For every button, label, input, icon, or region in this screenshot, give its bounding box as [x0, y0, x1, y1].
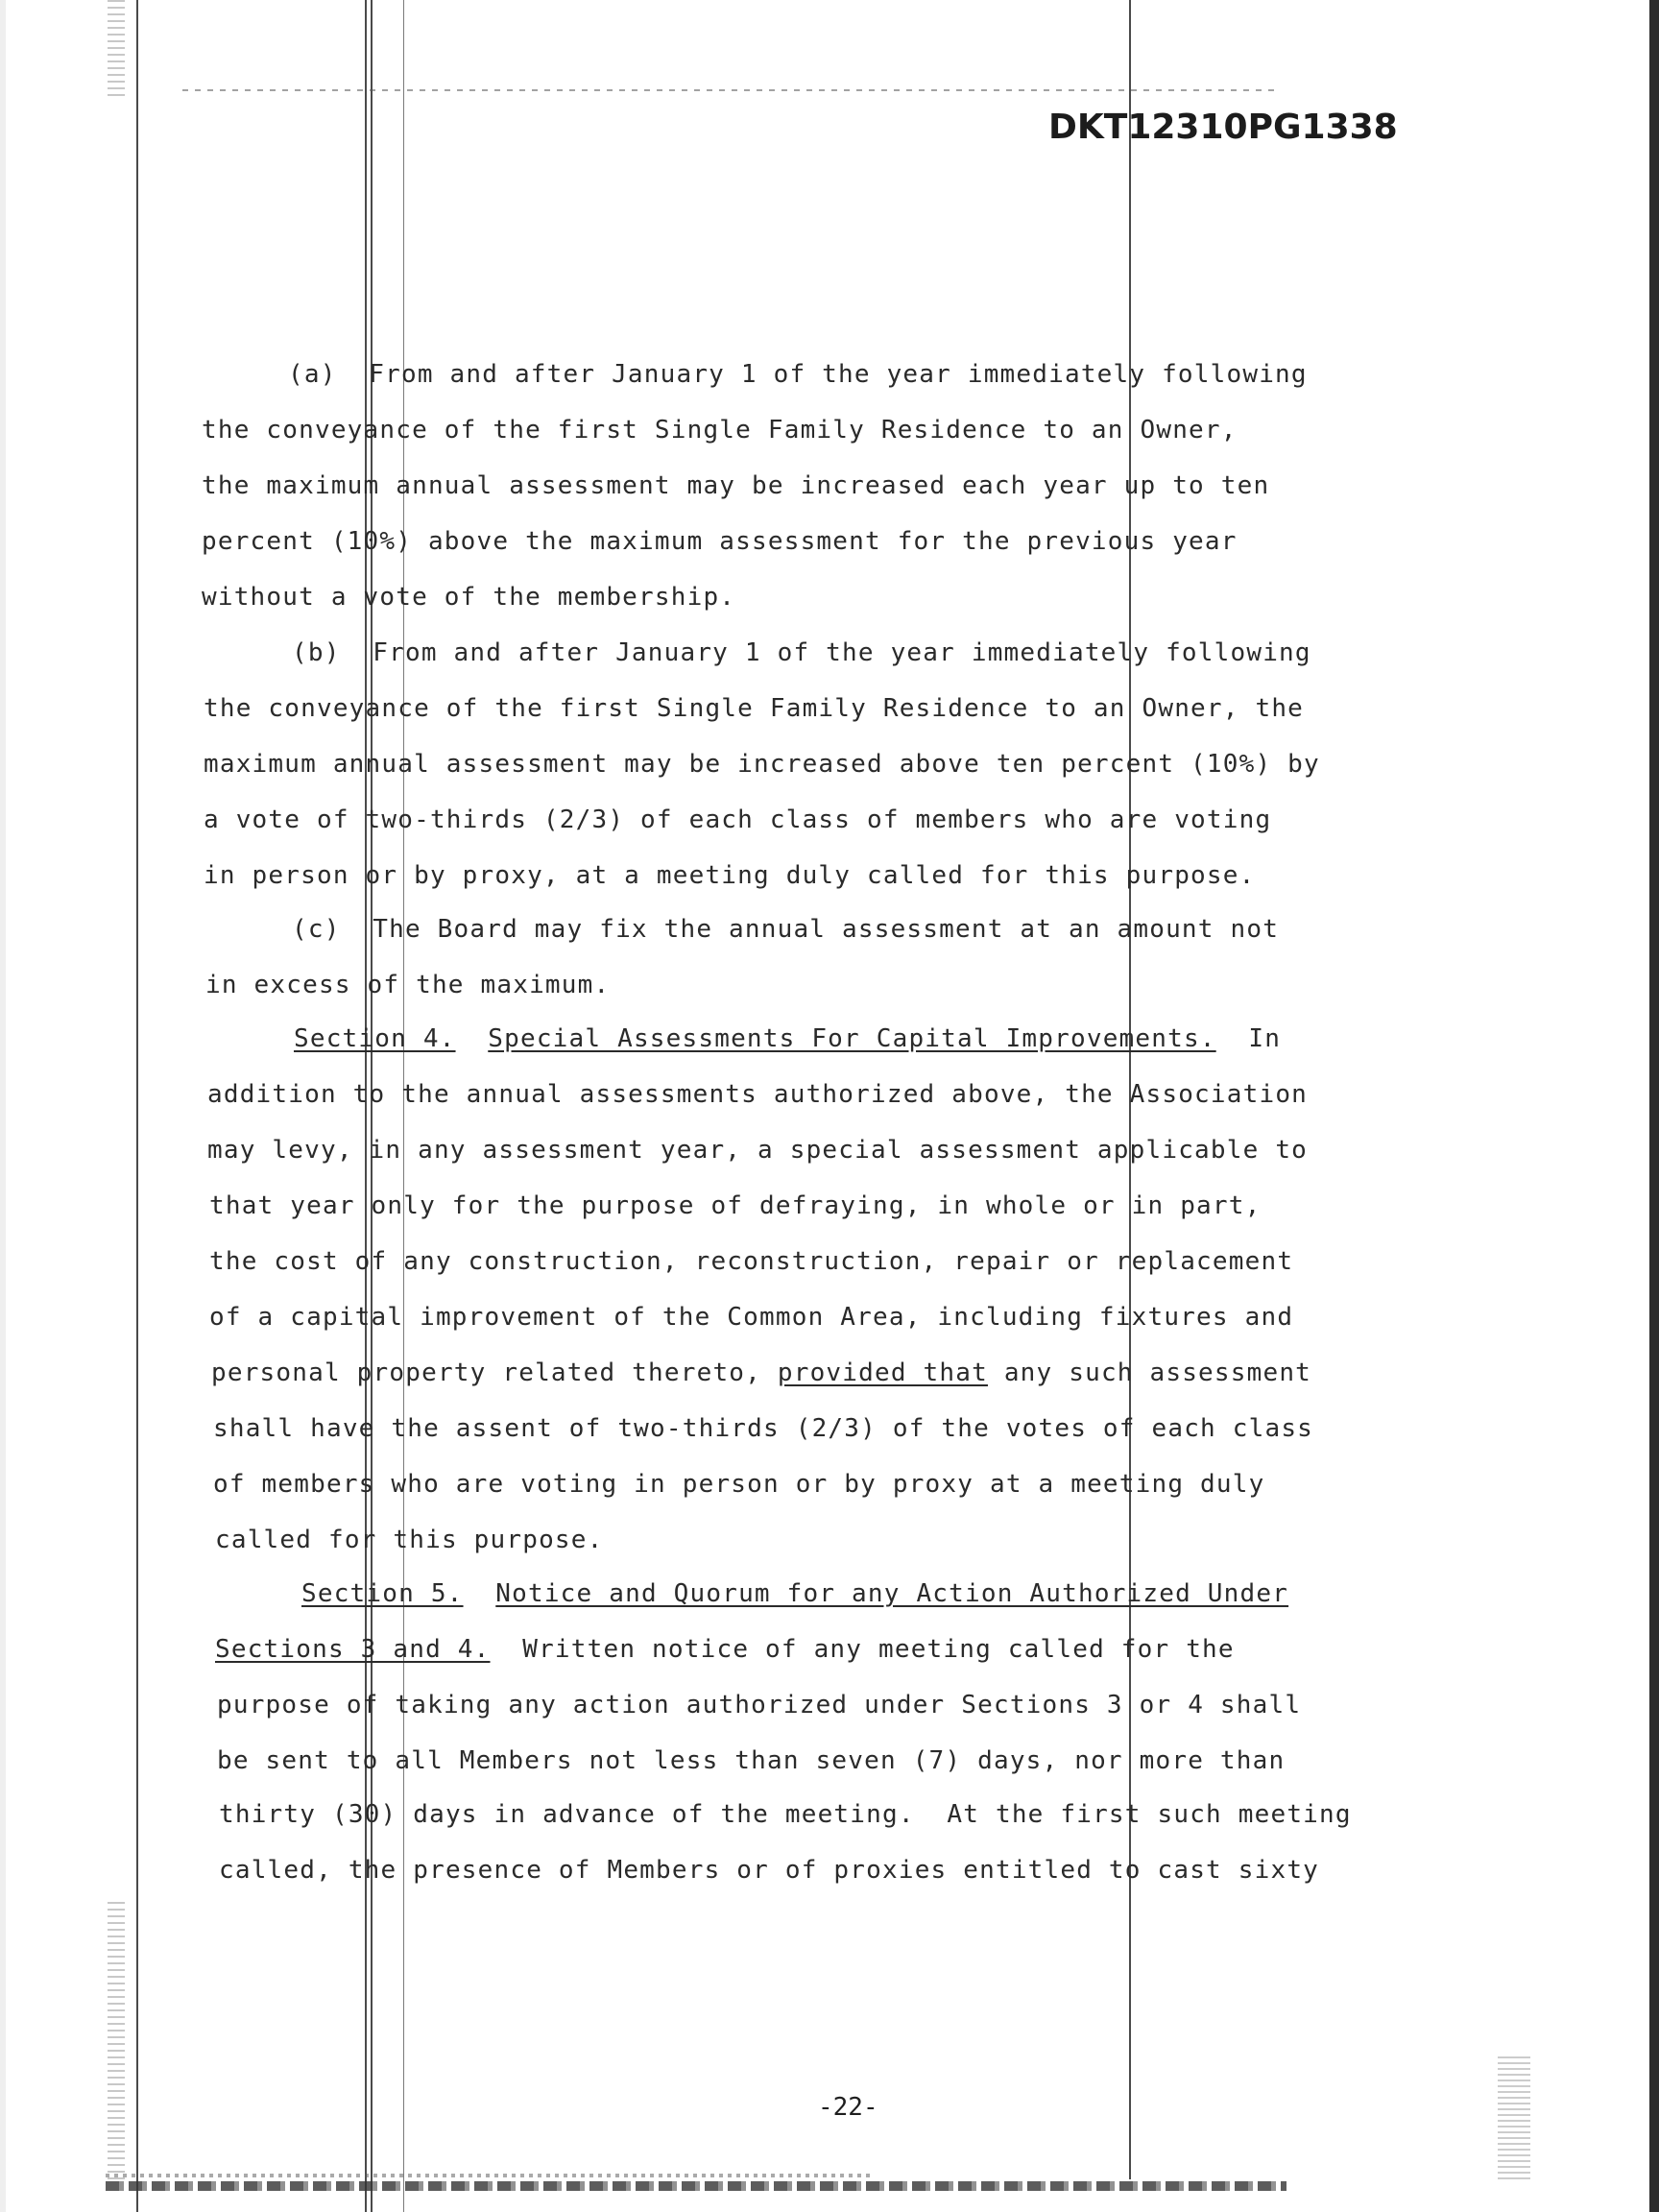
para-a-line: without a vote of the membership. [202, 583, 736, 612]
section-4-label: Section 4. [294, 1024, 456, 1053]
section-4-line: may levy, in any assessment year, a special assessment applicable to [207, 1136, 1309, 1165]
scan-bottom-dots [106, 2174, 874, 2177]
para-b-line: the conveyance of the first Single Family Residence to an Owner, the [204, 694, 1305, 723]
section-5-line: purpose of taking any action authorized under Sections 3 or 4 shall [217, 1691, 1302, 1719]
scan-speckle [108, 0, 125, 96]
section-5-heading-line [301, 1578, 1288, 1609]
section-4-line: addition to the annual assessments authorized above, the Association [207, 1080, 1309, 1109]
para-c-line: (c) The Board may fix the annual assessment at an amount not [292, 915, 1280, 944]
section-4-proviso-line [211, 1358, 1311, 1388]
para-c-line: in excess of the maximum. [205, 971, 611, 999]
docket-stamp: DKT12310PG1338 [1048, 108, 1398, 147]
section-4-heading-line [294, 1023, 1281, 1054]
scan-left-edge [0, 0, 6, 2212]
section-5-line: be sent to all Members not less than seven (7) days, nor more than [217, 1746, 1286, 1775]
section-5-heading-cont: Sections 3 and 4. [215, 1635, 491, 1664]
para-b-line: maximum annual assessment may be increased above ten percent (10%) by [204, 750, 1320, 779]
para-b-line: (b) From and after January 1 of the year immediately following [292, 638, 1311, 667]
para-a-line: the conveyance of the first Single Family Residence to an Owner, [202, 416, 1238, 445]
section-4-line: of a capital improvement of the Common Area, including fixtures and [209, 1303, 1294, 1332]
para-b-line: in person or by proxy, at a meeting duly called for this purpose. [204, 861, 1256, 890]
section-4-line: of members who are voting in person or by proxy at a meeting duly [213, 1470, 1265, 1499]
section-5-heading-tail: Written notice of any meeting called for the [490, 1635, 1235, 1664]
para-a-line: the maximum annual assessment may be increased each year up to ten [202, 471, 1270, 500]
proviso-before: personal property related thereto, [211, 1358, 778, 1387]
scan-right-edge [1649, 0, 1659, 2212]
scan-speckle [1498, 2055, 1530, 2179]
section-4-heading-tail: In [1215, 1024, 1282, 1053]
scan-top-dots [182, 89, 1277, 91]
proviso-underlined: provided that [777, 1358, 988, 1387]
section-4-line: the cost of any construction, reconstruction, repair or replacement [209, 1247, 1294, 1276]
para-b-line: a vote of two-thirds (2/3) of each class of members who are voting [204, 805, 1272, 834]
section-5-heading-line-2 [215, 1634, 1235, 1665]
section-5-line: called, the presence of Members or of proxies entitled to cast sixty [219, 1856, 1320, 1885]
scan-speckle [108, 1901, 125, 2179]
section-5-heading: Notice and Quorum for any Action Authorized Under [495, 1579, 1289, 1608]
scan-bottom-strip [106, 2181, 1286, 2191]
para-a-line: (a) From and after January 1 of the year immediately following [288, 360, 1308, 389]
page-number: -22- [818, 2093, 878, 2122]
section-5-label: Section 5. [301, 1579, 464, 1608]
para-a-line: percent (10%) above the maximum assessment for the previous year [202, 527, 1238, 556]
section-5-line: thirty (30) days in advance of the meeting. At the first such meeting [219, 1800, 1352, 1829]
section-4-line: that year only for the purpose of defraying, in whole or in part, [209, 1191, 1262, 1220]
proviso-after: any such assessment [987, 1358, 1312, 1387]
section-4-heading: Special Assessments For Capital Improvements. [488, 1024, 1216, 1053]
section-4-line: shall have the assent of two-thirds (2/3) of the votes of each class [213, 1414, 1314, 1443]
section-4-line: called for this purpose. [215, 1526, 604, 1554]
scan-streak [136, 0, 138, 2212]
